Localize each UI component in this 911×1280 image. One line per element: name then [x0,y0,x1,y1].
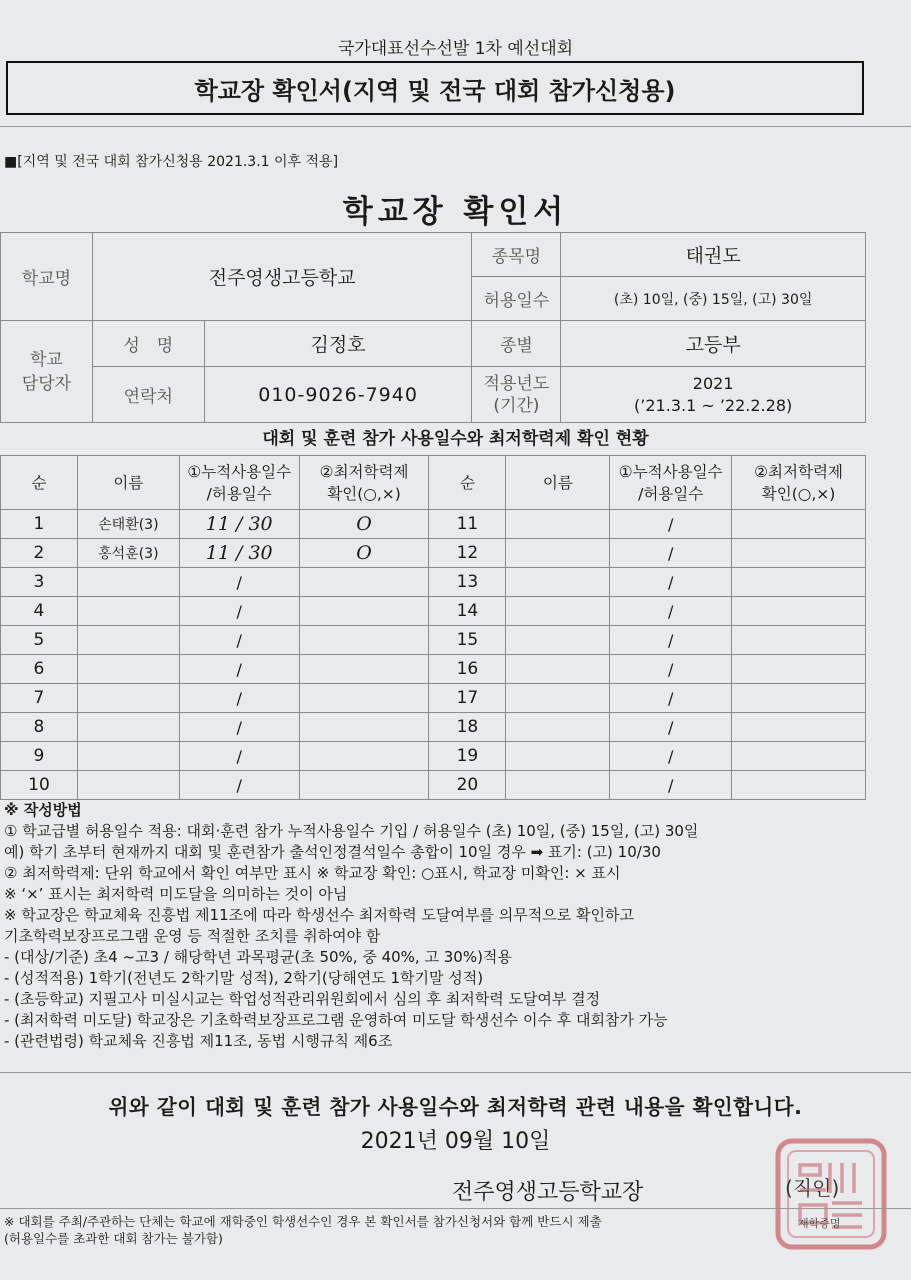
row-name [77,568,179,597]
row-no: 17 [429,684,506,713]
row-name: 홍석훈(3) [77,539,179,568]
table-row [1,742,866,771]
row-name [506,742,610,771]
section-title: 대회 및 훈련 참가 사용일수와 최저학력제 확인 현황 [262,429,649,449]
row-days: / [610,510,732,539]
row-name [77,655,179,684]
year-label: 적용년도 (기간) [472,367,561,423]
row-days: / [610,684,732,713]
applicability-note: ■[지역 및 전국 대회 참가신청용 2021.3.1 이후 적용] [4,154,339,170]
table-row [1,655,866,684]
row-name [77,626,179,655]
issue-date: 2021년 09월 10일 [360,1129,551,1154]
row-days: / [179,742,299,771]
row-no: 13 [429,568,506,597]
row-check [732,684,866,713]
row-check [299,568,429,597]
row-no: 8 [1,713,78,742]
row-name [506,568,610,597]
contact-value: 010-9026-7940 [204,367,472,423]
school-label: 학교명 [1,233,93,321]
row-days: / [179,713,299,742]
row-no: 6 [1,655,78,684]
row-check [732,539,866,568]
row-check [299,684,429,713]
row-no: 9 [1,742,78,771]
row-no: 16 [429,655,506,684]
instruction-line: - (관련법령) 학교체육 진흥법 제11조, 동법 시행규칙 제6조 [4,1032,393,1050]
row-check: O [299,539,429,568]
table-row [1,771,866,800]
row-check [299,655,429,684]
row-no: 7 [1,684,78,713]
row-check [732,597,866,626]
table-row [1,626,866,655]
row-name [506,626,610,655]
row-check [732,510,866,539]
row-no: 10 [1,771,78,800]
row-no: 2 [1,539,78,568]
event-label: 종목명 [472,233,561,277]
row-days: / [610,539,732,568]
table-row [1,684,866,713]
row-days: / [610,626,732,655]
row-no: 15 [429,626,506,655]
row-days: / [610,713,732,742]
row-check [732,568,866,597]
row-days: / [610,771,732,800]
row-name [77,742,179,771]
row-name [506,684,610,713]
col-header-days: ①누적사용일수 /허용일수 [610,456,732,510]
contact-label: 연락처 [92,367,204,423]
row-check [732,771,866,800]
row-days: / [179,597,299,626]
school-value: 전주영생고등학교 [92,233,472,321]
instruction-line: 예) 학기 초부터 현재까지 대회 및 훈련참가 출석인정결석일수 총합이 10일 경우 ➡ 표기: (고) 10/30 [4,843,661,861]
row-name [506,655,610,684]
instructions-heading: ※ 작성방법 [4,801,82,819]
confirmation-statement: 위와 같이 대회 및 훈련 참가 사용일수와 최저학력 관련 내용을 확인합니다. [108,1095,803,1119]
row-no: 5 [1,626,78,655]
footnote-line: ※ 대회를 주최/주관하는 단체는 학교에 재학중인 학생선수인 경우 본 확인서를 참가신청서와 함께 반드시 제출 [4,1214,602,1229]
row-days: / [610,655,732,684]
row-days: 11 / 30 [179,510,299,539]
row-check [732,742,866,771]
row-no: 11 [429,510,506,539]
row-days: 11 / 30 [179,539,299,568]
instruction-line: - (최저학력 미도달) 학교장은 기초학력보장프로그램 운영하여 미도달 학생선수 이수 후 대회참가 가능 [4,1011,668,1029]
row-check [299,713,429,742]
row-no: 18 [429,713,506,742]
event-value: 태권도 [561,233,866,277]
row-no: 3 [1,568,78,597]
instruction-line: - (성적적용) 1학기(전년도 2학기말 성적), 2학기(당해연도 1학기말 성적) [4,969,484,987]
row-name [506,510,610,539]
row-days: / [179,655,299,684]
col-header-name: 이름 [77,456,179,510]
row-days: / [179,626,299,655]
row-check [299,742,429,771]
table-row [1,539,866,568]
col-header-name: 이름 [506,456,610,510]
document-header: 국가대표선수선발 1차 예선대회 [337,39,574,59]
row-no: 14 [429,597,506,626]
row-days: / [610,568,732,597]
instruction-line: ② 최저학력제: 단위 학교에서 확인 여부만 표시 ※ 학교장 확인: ○표시, 학교장 미확인: × 표시 [4,864,621,882]
row-name [506,713,610,742]
divider [0,126,911,127]
row-check [732,713,866,742]
row-name [506,771,610,800]
row-no: 4 [1,597,78,626]
col-header-check: ②최저학력제 확인(○,×) [299,456,429,510]
row-days: / [179,771,299,800]
table-row [1,510,866,539]
category-value: 고등부 [561,321,866,367]
row-name [77,597,179,626]
info-table [0,232,866,423]
row-name [506,597,610,626]
col-header-no: 순 [1,456,78,510]
name-label: 성 명 [92,321,204,367]
row-days: / [179,684,299,713]
row-days: / [610,742,732,771]
divider [0,1072,911,1073]
col-header-check: ②최저학력제 확인(○,×) [732,456,866,510]
row-name [77,684,179,713]
row-check [732,655,866,684]
col-header-days: ①누적사용일수 /허용일수 [179,456,299,510]
year-value: 2021 (’21.3.1 ~ ’22.2.28) [561,367,866,423]
row-check: O [299,510,429,539]
usage-table [0,455,866,800]
allowed-days-label: 허용일수 [472,277,561,321]
row-name: 손태환(3) [77,510,179,539]
row-name [77,713,179,742]
instruction-line: - (초등학교) 지필고사 미실시교는 학업성적관리위원회에서 심의 후 최저학력 도달여부 결정 [4,990,601,1008]
instruction-line: ※ 학교장은 학교체육 진흥법 제11조에 따라 학생선수 최저학력 도달여부를 의무적으로 확인하고 [4,906,634,924]
seal-label: 재학증명 [798,1217,841,1230]
name-value: 김정호 [204,321,472,367]
row-check [299,626,429,655]
manager-label: 학교 담당자 [1,321,93,423]
page-title: 학교장 확인서 [342,194,569,230]
instructions [4,800,904,1052]
row-no: 19 [429,742,506,771]
instruction-line: - (대상/기준) 초4 ~고3 / 해당학년 과목평균(초 50%, 중 40%, 고 30%)적용 [4,948,512,966]
row-check [732,626,866,655]
category-label: 종별 [472,321,561,367]
row-name [77,771,179,800]
instruction-line: ① 학교급별 허용일수 적용: 대회·훈련 참가 누적사용일수 기입 / 허용일수 (초) 10일, (중) 15일, (고) 30일 [4,822,699,840]
table-row [1,597,866,626]
row-check [299,771,429,800]
divider [0,1208,911,1209]
instruction-line: ※ ‘×’ 표시는 최저학력 미도달을 의미하는 것이 아님 [4,885,348,903]
footnote-line: (허용일수를 초과한 대회 참가는 불가함) [4,1231,223,1246]
allowed-days-value: (초) 10일, (중) 15일, (고) 30일 [561,277,866,321]
table-row [1,568,866,597]
row-no: 20 [429,771,506,800]
row-days: / [610,597,732,626]
instruction-line: 기초학력보장프로그램 운영 등 적절한 조치를 취하여야 함 [4,927,381,945]
row-days: / [179,568,299,597]
col-header-no: 순 [429,456,506,510]
row-check [299,597,429,626]
principal-name: 전주영생고등학교장 [452,1180,644,1205]
row-no: 12 [429,539,506,568]
row-name [506,539,610,568]
table-row [1,713,866,742]
document-title-box: 학교장 확인서(지역 및 전국 대회 참가신청용) [6,61,864,115]
row-no: 1 [1,510,78,539]
seal-marker: (직인) [785,1176,840,1200]
footnote [4,1213,904,1247]
